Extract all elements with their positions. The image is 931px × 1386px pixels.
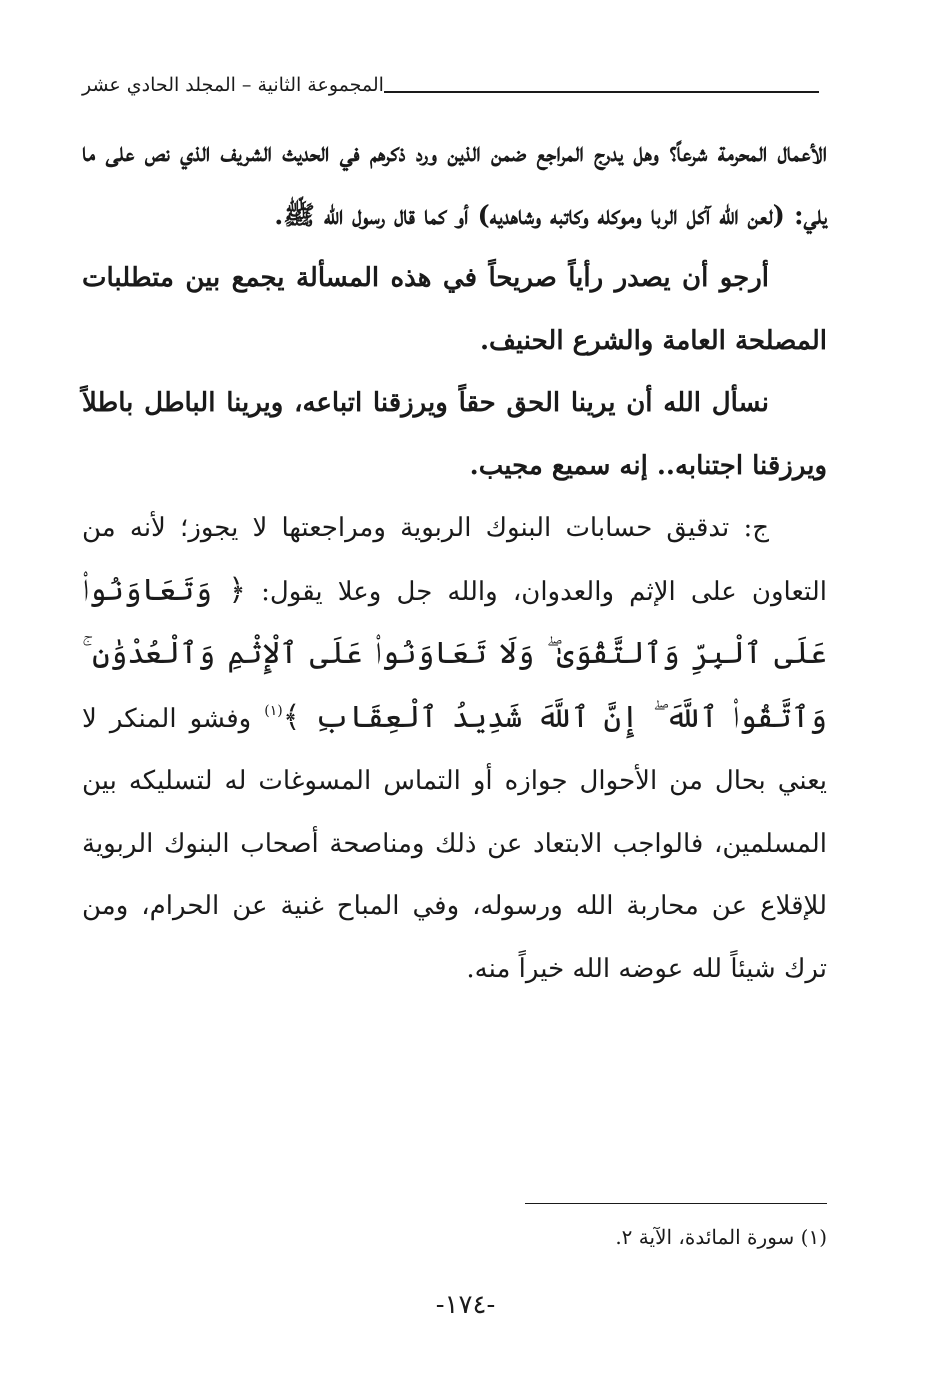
question-paragraph: الأعمال المحرمة شرعاً؟ وهل يدرج المراجع ضمن الذين ورد ذكرهم في الحديث الشريف الذي نص على ما يلي: (لعن الله آكل الربا وموكله وكاتبه وشاهديه) أو كما قال رسول الله ﷺ.	[82, 138, 827, 231]
body-text	[82, 122, 827, 1000]
footnote-reference: (١)	[264, 702, 283, 719]
header-rule	[384, 91, 819, 93]
answer-intro: ج: تدقيق حسابات البنوك الربوية ومراجعتها لا يجوز؛ لأنه من التعاون على الإثم والعدوان، والله جل وعلا يقول:	[82, 513, 828, 607]
answer-paragraph	[82, 497, 827, 1000]
footnote: (١) سورة المائدة، الآية ٢.	[615, 1225, 827, 1249]
question-paragraph: نسأل الله أن يرينا الحق حقاً ويرزقنا اتباعه، ويرينا الباطل باطلاً ويرزقنا اجتنابه.. إنه سميع مجيب.	[82, 388, 827, 481]
answer-continuation: وفشو المنكر لا يعني بحال من الأحوال جوازه أو التماس المسوغات له لتسليكه بين المسلمين، فالواجب الابتعاد عن ذلك ومناصحة أصحاب البنوك الربوية للإقلاع عن محاربة الله ورسوله، وفي المباح غنية عن الحرام، ومن ترك شيئاً لله عوضه الله خيراً منه.	[82, 703, 827, 984]
question-paragraph: أرجو أن يصدر رأياً صريحاً في هذه المسألة يجمع بين متطلبات المصلحة العامة والشرع الحنيف.	[82, 263, 827, 356]
running-header-title: المجموعة الثانية – المجلد الحادي عشر	[82, 74, 384, 96]
running-header	[82, 68, 827, 102]
page-number: -١٧٤-	[435, 1290, 496, 1320]
quran-verse: ﴿ وَتَعَاوَنُوا۟ عَلَى ٱلْبِرِّ وَٱلتَّقْوَىٰ ۖ وَلَا تَعَاوَنُوا۟ عَلَى ٱلْإِثْمِ وَٱلْعُدْوَٰنِ ۚ وَٱتَّقُوا۟ ٱللَّهَ ۖ إِنَّ ٱللَّهَ شَدِيدُ ٱلْعِقَابِ ﴾	[82, 572, 828, 735]
footnote-divider	[525, 1203, 827, 1204]
